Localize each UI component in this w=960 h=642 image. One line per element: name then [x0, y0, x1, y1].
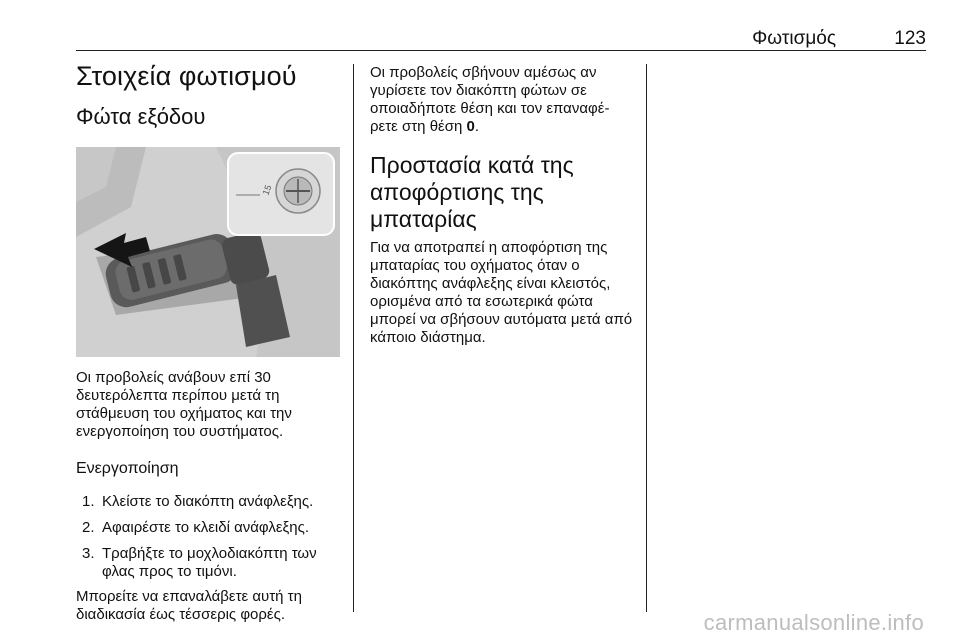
page-number: 123: [894, 28, 926, 49]
position-zero-symbol: 0: [466, 118, 475, 135]
watermark: carmanualsonline.info: [703, 610, 924, 635]
subsection-title: Φώτα εξόδου: [76, 104, 206, 129]
list-item: [76, 493, 340, 511]
stalk-illustration: [76, 147, 340, 357]
list-item: [76, 545, 340, 581]
battery-protection-title: Προστασία κατά της αποφόρτισης της μπαταρίας: [370, 152, 574, 232]
switch-off-text: Οι προβολείς σβήνουν αμέσως αν γυρίσετε τον διακόπτη φώτων σε οποιαδήποτε θέση και τον επαναφέ- ρετε στη θέση: [370, 64, 610, 135]
header-rule: [76, 50, 926, 51]
step-number: 2.: [82, 519, 95, 536]
left-column: [76, 60, 340, 624]
header-title: Φωτισμός: [752, 28, 836, 49]
right-column: [370, 64, 640, 347]
repeat-note: Μπορείτε να επαναλάβετε αυτή τη διαδικασία έως τέσσερις φορές.: [76, 588, 302, 623]
activation-heading: Ενεργοποίηση: [76, 460, 179, 477]
activation-steps: [76, 493, 340, 581]
step-text: Κλείστε το διακόπτη ανάφλεξης.: [102, 493, 314, 510]
list-item: [76, 519, 340, 537]
step-number: 3.: [82, 545, 95, 562]
battery-protection-paragraph: Για να αποτραπεί η αποφόρτιση της μπαταρίας του οχήματος όταν ο διακόπτης ανάφλεξης είναι κλειστός, ορισμένα από τα εσωτερικά φώτα μπορεί να σβήσουν αυτόματα μετά από κάποιο διάστημα.: [370, 239, 633, 346]
step-number: 1.: [82, 493, 95, 510]
lighting-stalk-figure: [76, 147, 340, 357]
section-title: Στοιχεία φωτισμού: [76, 61, 297, 91]
page-header: [76, 24, 926, 50]
step-text: Αφαιρέστε το κλειδί ανάφλεξης.: [102, 519, 310, 536]
step-text: Τραβήξτε το μοχλοδιακόπτη των φλας προς το τιμόνι.: [102, 545, 317, 580]
column-divider-left: [353, 64, 354, 612]
switch-off-paragraph: [370, 64, 640, 136]
column-divider-right: [646, 64, 647, 612]
switch-off-end: .: [474, 118, 480, 135]
figure-label: 15: [260, 183, 274, 197]
exit-lights-paragraph: Οι προβολείς ανάβουν επί 30 δευτερόλεπτα περίπου μετά τη στάθμευση του οχήματος και την ενεργοποίηση του συστήματος.: [76, 369, 292, 440]
